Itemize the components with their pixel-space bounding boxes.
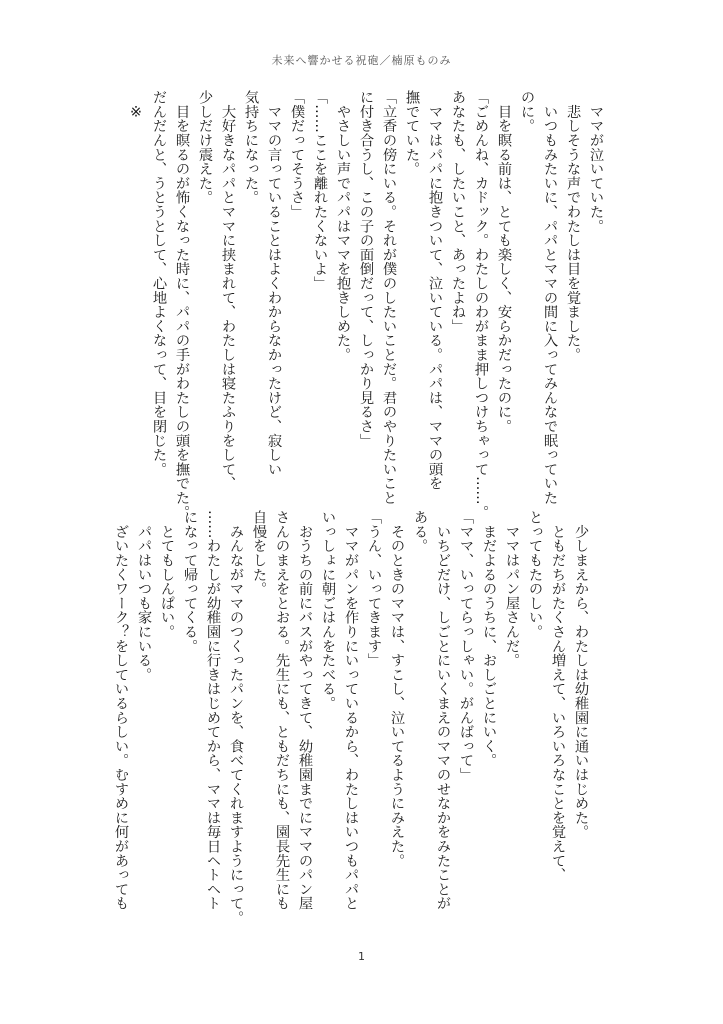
text-line: まだよるのうちに、おしごとにいく。 (481, 510, 497, 768)
text-line: ママはパパに抱きついて、泣いている。パパは、ママの頭を (427, 90, 443, 491)
text-line: 「……ここを離れたくないよ」 (312, 90, 328, 291)
page-number: 1 (358, 950, 365, 963)
text-line: ママが泣いていた。 (588, 90, 604, 233)
text-line: 「僕だってそうさ」 (289, 90, 305, 219)
text-line: あなたも、したいこと、あったよね」 (450, 90, 466, 334)
text-line: 「立香の傍にいる。それが僕のしたいことだ。君のやりたいこと (381, 90, 397, 505)
text-line: ※ (128, 90, 144, 121)
text-line: ……わたしが幼稚園に行きはじめてから、ママは毎日ヘトヘト (205, 510, 221, 911)
text-line: 「うん、いってきます」 (366, 510, 382, 668)
text-line: ママの言っていることはよくわからなかったけど、寂しい (266, 90, 282, 477)
text-line: いちどだけ、しごとにいくまえのママのせなかをみたことが (435, 510, 451, 911)
running-header: 未来へ響かせる祝砲／楠原ものみ (271, 54, 452, 67)
text-line: 目を瞑るのが怖くなった時に、パパの手がわたしの頭を撫でた。 (174, 90, 190, 519)
text-line: 大好きなパパとママに挟まれて、わたしは寝たふりをして、 (220, 90, 236, 491)
text-line: みんながママのつくったパンを、食べてくれますようにって。 (228, 510, 244, 925)
text-line: ともだちがたくさん増えて、いろいろなことを覚えて、 (550, 510, 566, 882)
text-line: になって帰ってくる。 (182, 510, 198, 653)
text-line: に付き合うし、この子の面倒だって、しっかり見るさ」 (358, 90, 374, 448)
text-line: さんのまえをとおる。先生にも、ともだちにも、園長先生にも (274, 510, 290, 911)
text-line: 撫でていた。 (404, 90, 420, 176)
text-line: ママはパン屋さんだ。 (504, 510, 520, 668)
text-line: ある。 (412, 510, 428, 553)
text-line: 目を瞑る前は、とても楽しく、安らかだったのに。 (496, 90, 512, 434)
text-line: やさしい声でパパはママを抱きしめた。 (335, 90, 351, 362)
text-section-top (124, 90, 607, 519)
text-line: 少しだけ震えた。 (197, 90, 213, 205)
text-line: パパはいつも家にいる。 (136, 510, 152, 682)
text-line: 「ママ、いってらっしゃい。がんばって」 (458, 510, 474, 782)
text-line: おうちの前にバスがやってきて、幼稚園までにママのパン屋 (297, 510, 313, 911)
text-line: いつもみたいに、パパとママの間に入ってみんなで眠っていた (542, 90, 558, 505)
text-section-bottom (109, 510, 592, 930)
text-line: ママがパンを作りにいっているから、わたしはいつもパパと (343, 510, 359, 911)
text-line: のに。 (519, 90, 535, 133)
text-line: 悲しそうな声でわたしは目を覚ました。 (565, 90, 581, 362)
text-line: 少しまえから、わたしは幼稚園に通いはじめた。 (573, 510, 589, 839)
text-line: だんだんと、うとうとして、心地よくなって、目を閉じた。 (151, 90, 167, 477)
text-line: ざいたくワーク？をしているらしい。むすめに何があっても (113, 510, 129, 911)
text-line: 自慢をした。 (251, 510, 267, 596)
text-line: とってもたのしい。 (527, 510, 543, 639)
text-line: 気持ちになった。 (243, 90, 259, 205)
text-line: 「ごめんね、カドック。わたしのわがまま押しつけちゃって……。 (473, 90, 489, 519)
text-line: とてもしんぱい。 (159, 510, 175, 639)
text-line: そのときのママは、すこし、泣いてるようにみえた。 (389, 510, 405, 868)
text-line: いっしょに朝ごはんをたべる。 (320, 510, 336, 711)
